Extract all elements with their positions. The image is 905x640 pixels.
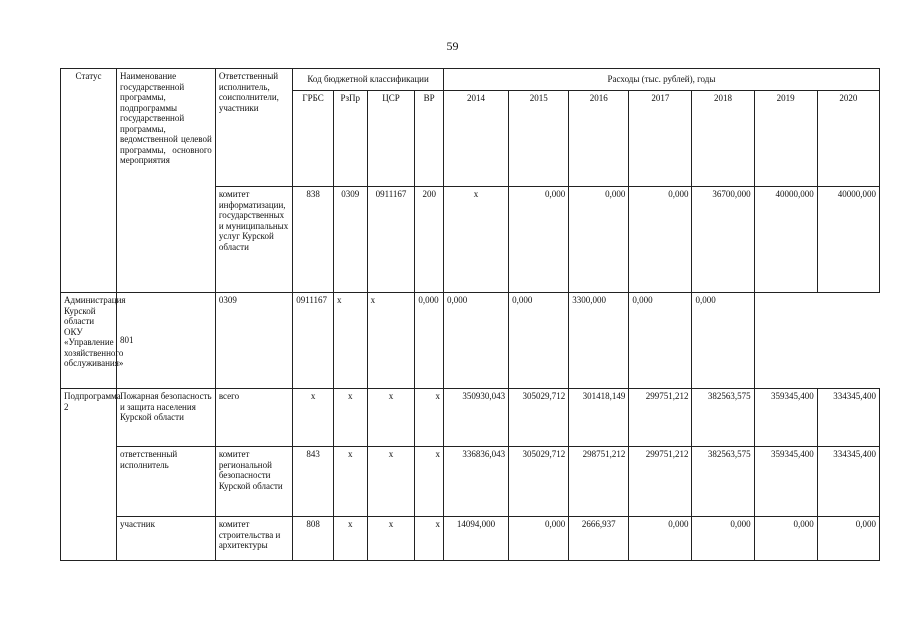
header-year: 2020 [817, 91, 879, 187]
value-cell: 305029,712 [509, 447, 569, 517]
value-cell: 14094,000 [443, 517, 508, 561]
value-cell: 305029,712 [509, 389, 569, 447]
vr-cell: x [415, 389, 444, 447]
name-cell: Пожарная безопасность и защита населения Курской области [117, 389, 216, 447]
header-year: 2018 [692, 91, 754, 187]
csr-cell: x [367, 517, 415, 561]
table-row [61, 293, 880, 389]
header-year: 2016 [569, 91, 629, 187]
value-cell: 0,000 [509, 293, 569, 389]
rzpr-cell: x [333, 517, 367, 561]
budget-table [60, 68, 880, 561]
value-cell: 36700,000 [692, 187, 754, 293]
value-cell: x [367, 293, 415, 389]
csr-cell: 0911167 [367, 187, 415, 293]
value-cell: 0,000 [692, 517, 754, 561]
rzpr-cell: x [333, 389, 367, 447]
value-cell: 382563,575 [692, 389, 754, 447]
vr-cell: x [333, 293, 367, 389]
value-cell: 350930,043 [443, 389, 508, 447]
header-vr: ВР [415, 91, 444, 187]
rzpr-cell: 0309 [215, 293, 292, 389]
header-executor: Ответственный исполнитель, соисполнители, участники [215, 69, 292, 187]
header-expenses: Расходы (тыс. рублей), годы [443, 69, 879, 91]
value-cell: x [443, 187, 508, 293]
csr-cell: x [367, 389, 415, 447]
value-cell: 3300,000 [569, 293, 629, 389]
vr-cell: 200 [415, 187, 444, 293]
table-row [61, 447, 880, 517]
rzpr-cell: 0309 [333, 187, 367, 293]
value-cell: 0,000 [629, 517, 692, 561]
executor-cell: всего [215, 389, 292, 447]
grbs-cell: 843 [293, 447, 334, 517]
value-cell: 359345,400 [754, 389, 817, 447]
header-year: 2014 [443, 91, 508, 187]
executor-cell: комитет информатизации, государственных и муниципальных услуг Курской области [215, 187, 292, 293]
executor-cell: комитет строительства и архитектуры [215, 517, 292, 561]
value-cell: 0,000 [509, 187, 569, 293]
value-cell: 0,000 [754, 517, 817, 561]
header-year: 2017 [629, 91, 692, 187]
csr-cell: x [367, 447, 415, 517]
value-cell: 0,000 [629, 293, 692, 389]
rzpr-cell: x [333, 447, 367, 517]
value-cell: 298751,212 [569, 447, 629, 517]
value-cell: 40000,000 [754, 187, 817, 293]
value-cell: 299751,212 [629, 447, 692, 517]
grbs-cell: x [293, 389, 334, 447]
value-cell: 0,000 [443, 293, 508, 389]
grbs-cell: 808 [293, 517, 334, 561]
value-cell: 0,000 [692, 293, 754, 389]
value-cell: 301418,149 [569, 389, 629, 447]
grbs-cell: 838 [293, 187, 334, 293]
header-csr: ЦСР [367, 91, 415, 187]
table-row [61, 517, 880, 561]
value-cell: 0,000 [569, 187, 629, 293]
value-cell: 0,000 [415, 293, 444, 389]
value-cell: 334345,400 [817, 389, 879, 447]
header-row [61, 69, 880, 91]
value-cell: 0,000 [509, 517, 569, 561]
header-year: 2015 [509, 91, 569, 187]
table-row [61, 389, 880, 447]
grbs-cell: 801 [117, 293, 216, 389]
name-cell: участник [117, 517, 216, 561]
name-cell: ответственный исполнитель [117, 447, 216, 517]
header-classification: Код бюджетной классификации [293, 69, 444, 91]
value-cell: 382563,575 [692, 447, 754, 517]
value-cell: 0,000 [629, 187, 692, 293]
status-cell: Подпрограмма 2 [61, 389, 117, 561]
vr-cell: x [415, 517, 444, 561]
executor-cell: комитет региональной безопасности Курской области [215, 447, 292, 517]
header-grbs: ГРБС [293, 91, 334, 187]
value-cell: 334345,400 [817, 447, 879, 517]
executor-cell: Администрация Курской области ОКУ «Управление хозяйственного обслуживания» [61, 293, 117, 389]
vr-cell: x [415, 447, 444, 517]
value-cell: 40000,000 [817, 187, 879, 293]
page-number: 59 [446, 39, 459, 53]
header-rzpr: РзПр [333, 91, 367, 187]
header-year: 2019 [754, 91, 817, 187]
header-status: Статус [61, 69, 117, 293]
value-cell: 0,000 [817, 517, 879, 561]
value-cell: 2666,937 [569, 517, 629, 561]
header-program-name: Наименование государственной программы, подпрограммы государственной программы, ведомственной целевой программы, основного мероприятия [117, 69, 216, 293]
value-cell: 359345,400 [754, 447, 817, 517]
value-cell: 299751,212 [629, 389, 692, 447]
value-cell: 336836,043 [443, 447, 508, 517]
csr-cell: 0911167 [293, 293, 334, 389]
